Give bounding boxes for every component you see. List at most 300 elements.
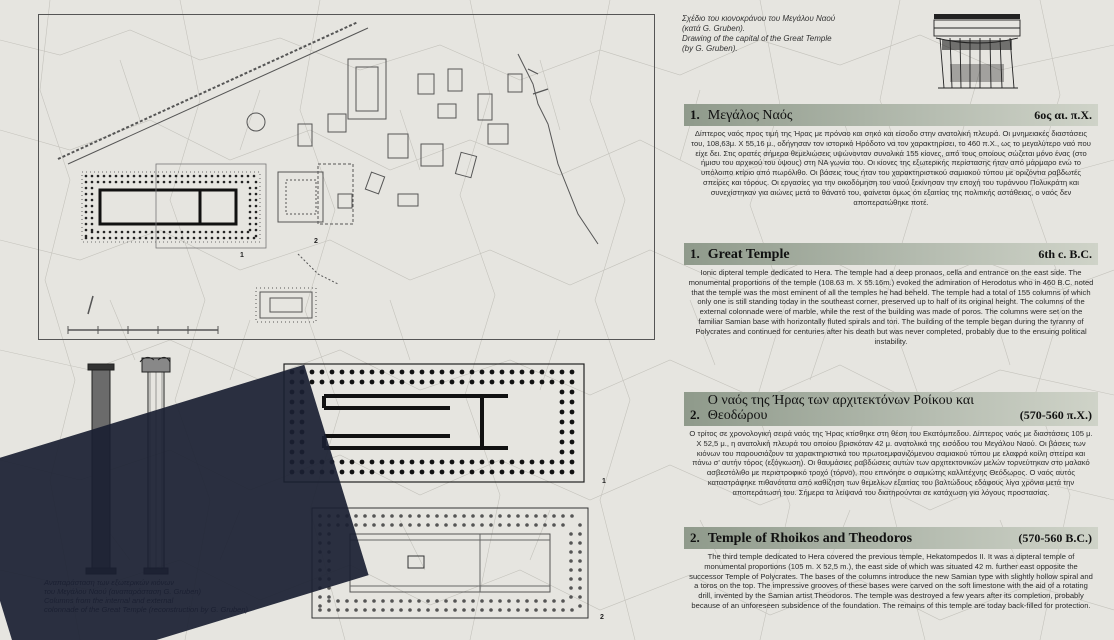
column-dot — [380, 370, 385, 375]
column-dot — [430, 370, 435, 375]
column-dot — [417, 523, 421, 527]
column-dot — [569, 577, 573, 581]
column-dot — [516, 523, 520, 527]
section-body: Ο τρίτος σε χρονολογική σειρά ναός της Ήρας κτίσθηκε στη θέση του Εκατόμπεδου. Δίπτερος ναός με διαστάσεις 105 μ. Χ 52,5 μ., η ανατολική πλευρά του οποίου βρισκόταν 42 μ. ανατολικά της εισόδου του Μεγάλου Ναού. Οι βάσεις των κιόνων του παρουσιάζουν τα χαρακτηριστικά του πρωτοεμφανιζόμενου σαμιακού τύπου με ελαφρά κοίλη σπείρα και πάνω σ' αυτήν τόρος (εξόγκωση). Οι θαυμάσιες ραβδώσεις αυτών των αρχιτεκτονικών μελών τορνεύτηκαν στο μαλακό ασβεστόλιθο με περιστροφικό τροχό (τόρνο), που επινόησε ο σαμιώτης καλλιτέχνης Θεόδωρος. Ο ναός αυτός καταστράφηκε πιθανότατα από καθίζηση των θεμελίων εξαιτίας του βαλτώδους εδάφους λίγα χρόνια μετά την αποπεράτωσή του. Σήμερα τα λείψανά του διατηρούνται σε κατάχωση για λόγους προστασίας. — [689, 429, 1093, 497]
column-dot — [444, 599, 448, 603]
column-dot — [570, 400, 575, 405]
column-dot — [360, 470, 365, 475]
column-dot — [249, 187, 252, 190]
column-dot — [400, 470, 405, 475]
column-dot — [121, 181, 124, 184]
column-dot — [97, 237, 100, 240]
column-dot — [550, 370, 555, 375]
column-dot — [193, 175, 196, 178]
column-dot — [471, 514, 475, 518]
column-dot — [199, 231, 202, 234]
column-dot — [330, 370, 335, 375]
column-dot — [540, 380, 545, 385]
column-dot — [247, 175, 250, 178]
column-dot — [550, 380, 555, 385]
column-dot — [350, 370, 355, 375]
column-dot — [390, 470, 395, 475]
column-dot — [534, 599, 538, 603]
column-dot — [510, 460, 515, 465]
column-dot — [399, 523, 403, 527]
column-dot — [489, 523, 493, 527]
column-dot — [345, 599, 349, 603]
column-dot — [249, 211, 252, 214]
column-dot — [530, 460, 535, 465]
column-dot — [157, 231, 160, 234]
column-dot — [157, 181, 160, 184]
column-dot — [229, 181, 232, 184]
column-dot — [109, 181, 112, 184]
column-dot — [480, 599, 484, 603]
column-dot — [318, 608, 322, 612]
column-dot — [420, 380, 425, 385]
column-dot — [151, 237, 154, 240]
column-dot — [569, 532, 573, 536]
column-dot — [540, 370, 545, 375]
column-dot — [525, 599, 529, 603]
column-dot — [552, 608, 556, 612]
column-dot — [372, 523, 376, 527]
column-dot — [560, 410, 565, 415]
column-dot — [139, 237, 142, 240]
column-dot — [151, 231, 154, 234]
column-dot — [510, 470, 515, 475]
column-dot — [253, 175, 256, 178]
column-dot — [85, 229, 88, 232]
column-dot — [399, 599, 403, 603]
column-dot — [498, 608, 502, 612]
column-dot — [370, 470, 375, 475]
column-dot — [561, 599, 565, 603]
section-great-temple-greek — [684, 104, 1098, 207]
column-dot — [460, 460, 465, 465]
column-dot — [578, 532, 582, 536]
column-dot — [217, 181, 220, 184]
column-dot — [336, 608, 340, 612]
column-dot — [453, 514, 457, 518]
column-dot — [85, 181, 88, 184]
column-dot — [408, 523, 412, 527]
column-dot — [516, 608, 520, 612]
column-dot — [127, 175, 130, 178]
section-number: 2. — [690, 530, 700, 545]
column-dot — [360, 460, 365, 465]
column-dot — [372, 514, 376, 518]
section-date: 6ος αι. π.Χ. — [1034, 107, 1092, 122]
column-dot — [163, 231, 166, 234]
column-dot — [181, 175, 184, 178]
column-dot — [249, 193, 252, 196]
capital-caption-en-1: Drawing of the capital of the Great Temple — [682, 34, 832, 43]
column-dot — [85, 217, 88, 220]
column-dot — [340, 470, 345, 475]
column-dot — [247, 231, 250, 234]
column-dot — [417, 608, 421, 612]
column-dot — [350, 470, 355, 475]
capital-caption-en-2: (by G. Gruben). — [682, 44, 738, 53]
column-dot — [350, 380, 355, 385]
column-dot — [223, 175, 226, 178]
column-dot — [534, 514, 538, 518]
column-dot — [163, 181, 166, 184]
column-dot — [560, 430, 565, 435]
column-dot — [320, 370, 325, 375]
column-dot — [320, 380, 325, 385]
column-dot — [498, 599, 502, 603]
column-dot — [115, 231, 118, 234]
column-dot — [530, 370, 535, 375]
column-dot — [336, 599, 340, 603]
column-dot — [151, 175, 154, 178]
column-dot — [420, 470, 425, 475]
column-dot — [560, 390, 565, 395]
column-dot — [97, 231, 100, 234]
column-dot — [133, 181, 136, 184]
column-dot — [440, 380, 445, 385]
column-dot — [235, 237, 238, 240]
section-title: Ο ναός της Ήρας των αρχιτεκτόνων Ροίκου και Θεοδώρου — [707, 393, 975, 423]
column-dot — [310, 370, 315, 375]
column-dot — [217, 231, 220, 234]
column-dot — [471, 523, 475, 527]
column-dot — [223, 231, 226, 234]
column-dot — [520, 370, 525, 375]
section-date: (570-560 π.Χ.) — [1019, 408, 1092, 422]
column-dot — [570, 420, 575, 425]
section-body: The third temple dedicated to Hera covered the previous temple, Hekatompedos II. It was a dipteral temple of monumental proportions (105 m. X 52,5 m.), the east side of which was situated 42 m. further east opposite the successor Temple of Polycrates. The bases of the columns introduce the new Samian type with slightly hollow spiral and a toros on the top. The impressive grooves of these bases were carved on the soft limestone with the aid of a rotating drill, invented by the Samian artist Theodoros. The temple was destroyed a few years after its completion, probably because of an unforeseen subsidence of the foundation. The remains of this temple are today back-filled for protection. — [689, 552, 1093, 610]
column-dot — [145, 181, 148, 184]
column-dot — [91, 193, 94, 196]
site-plan-drawing — [38, 14, 655, 340]
column-dot — [255, 193, 258, 196]
column-dot — [103, 175, 106, 178]
column-dot — [253, 237, 256, 240]
column-dot — [249, 205, 252, 208]
column-dot — [255, 187, 258, 190]
column-dot — [85, 223, 88, 226]
column-dot — [85, 205, 88, 208]
column-dot — [381, 514, 385, 518]
column-dot — [489, 514, 493, 518]
column-dot — [444, 514, 448, 518]
column-dot — [570, 390, 575, 395]
column-dot — [340, 370, 345, 375]
column-dot — [570, 460, 575, 465]
column-dot — [235, 175, 238, 178]
column-dot — [354, 608, 358, 612]
column-dot — [249, 217, 252, 220]
column-dot — [223, 181, 226, 184]
column-dot — [175, 231, 178, 234]
column-dot — [121, 175, 124, 178]
column-dot — [480, 470, 485, 475]
column-dot — [318, 595, 322, 599]
column-dot — [115, 237, 118, 240]
capital-caption-gr-1: Σχέδιο του κιονοκράνου του Μεγάλου Ναού — [682, 14, 836, 23]
column-dot — [540, 460, 545, 465]
site-plan-label-1: 1 — [240, 252, 244, 259]
column-dot — [525, 608, 529, 612]
column-dot — [169, 231, 172, 234]
capital-caption-gr-2: (κατά G. Gruben). — [682, 24, 746, 33]
column-dot — [489, 608, 493, 612]
column-dot — [444, 523, 448, 527]
column-dot — [569, 550, 573, 554]
column-dot — [217, 175, 220, 178]
column-dot — [552, 523, 556, 527]
column-dot — [430, 380, 435, 385]
column-dot — [480, 523, 484, 527]
column-dot — [500, 460, 505, 465]
column-dot — [426, 599, 430, 603]
column-dot — [400, 370, 405, 375]
column-dot — [444, 608, 448, 612]
column-dot — [570, 450, 575, 455]
column-dot — [578, 568, 582, 572]
column-dot — [255, 229, 258, 232]
column-dot — [570, 470, 575, 475]
section-rhoikos-temple-english — [684, 527, 1098, 611]
column-dot — [103, 237, 106, 240]
column-dot — [199, 175, 202, 178]
column-dot — [578, 595, 582, 599]
column-dot — [115, 181, 118, 184]
column-dot — [525, 514, 529, 518]
column-dot — [241, 181, 244, 184]
column-dot — [330, 380, 335, 385]
column-dot — [255, 217, 258, 220]
column-dot — [462, 514, 466, 518]
column-dot — [490, 380, 495, 385]
column-dot — [426, 523, 430, 527]
section-date: 6th c. B.C. — [1038, 246, 1092, 261]
column-dot — [507, 514, 511, 518]
column-dot — [417, 599, 421, 603]
column-dot — [470, 380, 475, 385]
column-dot — [569, 568, 573, 572]
column-dot — [145, 175, 148, 178]
column-dot — [543, 514, 547, 518]
column-dot — [569, 586, 573, 590]
column-dot — [507, 523, 511, 527]
section-body: Δίπτερος ναός προς τιμή της Ήρας με πρόναο και σηκό και είσοδο στην ανατολική πλευρά. Οι μνημειακές διαστάσεις του, 108,63μ. Χ 55,16 μ., οδήγησαν τον ιστορικό Ηρόδοτο να τον χαρακτηρίσει, το 460 π.Χ., ως το μεγαλύτερο ναό που είχε δει. Στις ορατές σήμερα θεμελιώσεις υψώνονταν συνολικά 155 κίονες, από τους οποίους σώζεται μόνο ένας (στο ήμισυ του αρχικού του ύψους) στη ΝΑ γωνία του. Οι κίονες της εξωτερικής περίστασης ήταν από μάρμαρο ενώ το υπόλοιπο κτίριο από πωρόλιθο. Οι βάσεις τους ήταν του χαρακτηριστικού σαμιακού τύπου με οριζόντια ραβδωτές σπείρες και τόρους. Οι εργασίες για την οικοδόμηση του ναού ξεκίνησαν την εποχή του τυράννου Πολυκράτη και συνεχίστηκαν για αιώνες μετά το θάνατό του, φαίνεται όμως ότι εξαιτίας της πολιτικής αστάθειας, ο ναός δεν αποπερατώθηκε ποτέ. — [691, 129, 1091, 207]
column-dot — [85, 187, 88, 190]
column-dot — [181, 237, 184, 240]
column-dot — [570, 370, 575, 375]
column-dot — [510, 370, 515, 375]
column-dot — [381, 599, 385, 603]
section-date: (570-560 B.C.) — [1018, 530, 1092, 545]
column-dot — [255, 181, 258, 184]
column-dot — [175, 237, 178, 240]
column-dot — [453, 599, 457, 603]
column-dot — [139, 231, 142, 234]
section-header — [684, 392, 1098, 426]
column-dot — [91, 199, 94, 202]
column-dot — [163, 175, 166, 178]
section-body: Ionic dipteral temple dedicated to Hera. The temple had a deep pronaos, cella and entrance on the east side. The monumental proportions of the temple (108.63 m. X 55.16m.) evoked the admiration of Herodotus who in 460 B.C. noted that the temple was the most eminent of all the temples he had beheld. The temple had a total of 155 columns of which only one is still standing today in the southeast corner, preserved up to half of its original height. The columns of the external colonnade were of marble, while the rest of the building was made of poros. The columns were set on the familiar Samian base with horizontally fluted spirals and tori. The building of the temple began during the tyranny of Polycrates and continued for centuries after his death but was never completed, probably due to the ensuing political instability. — [688, 268, 1094, 346]
column-dot — [354, 514, 358, 518]
column-dot — [450, 370, 455, 375]
column-dot — [169, 175, 172, 178]
section-great-temple-english — [684, 243, 1098, 346]
column-dot — [211, 237, 214, 240]
column-dot — [534, 523, 538, 527]
column-dot — [354, 599, 358, 603]
column-dot — [381, 608, 385, 612]
column-dot — [408, 608, 412, 612]
column-dot — [470, 470, 475, 475]
column-dot — [399, 514, 403, 518]
column-dot — [241, 237, 244, 240]
column-dot — [249, 229, 252, 232]
column-dot — [500, 380, 505, 385]
column-dot — [578, 523, 582, 527]
column-dot — [360, 370, 365, 375]
column-dot — [193, 231, 196, 234]
column-dot — [370, 460, 375, 465]
column-dot — [560, 440, 565, 445]
column-dot — [91, 217, 94, 220]
column-dot — [145, 231, 148, 234]
column-dot — [229, 237, 232, 240]
column-dot — [249, 223, 252, 226]
column-dot — [570, 608, 574, 612]
column-dot — [552, 514, 556, 518]
column-dot — [91, 223, 94, 226]
column-dot — [157, 175, 160, 178]
column-dot — [247, 237, 250, 240]
column-dot — [520, 380, 525, 385]
column-dot — [400, 380, 405, 385]
column-dot — [249, 199, 252, 202]
column-dot — [420, 370, 425, 375]
column-dot — [578, 604, 582, 608]
column-dot — [561, 608, 565, 612]
column-dot — [255, 205, 258, 208]
capital-caption — [682, 14, 912, 54]
column-dot — [109, 175, 112, 178]
column-dot — [435, 608, 439, 612]
column-dot — [109, 231, 112, 234]
column-dot — [453, 608, 457, 612]
column-dot — [530, 380, 535, 385]
column-dot — [175, 175, 178, 178]
column-dot — [569, 559, 573, 563]
column-dot — [97, 181, 100, 184]
column-dot — [381, 523, 385, 527]
column-dot — [435, 514, 439, 518]
column-dot — [372, 608, 376, 612]
column-dot — [507, 599, 511, 603]
column-dot — [435, 599, 439, 603]
column-dot — [570, 380, 575, 385]
column-dot — [85, 193, 88, 196]
column-dot — [453, 523, 457, 527]
column-dot — [91, 229, 94, 232]
section-number: 2. — [690, 407, 700, 422]
column-dot — [530, 470, 535, 475]
column-dot — [85, 175, 88, 178]
section-header — [684, 527, 1098, 549]
column-dot — [516, 599, 520, 603]
column-dot — [163, 237, 166, 240]
column-dot — [460, 470, 465, 475]
column-dot — [211, 181, 214, 184]
column-dot — [560, 460, 565, 465]
column-dot — [470, 370, 475, 375]
column-dot — [390, 523, 394, 527]
column-dot — [408, 599, 412, 603]
column-dot — [560, 370, 565, 375]
column-dot — [340, 460, 345, 465]
column-dot — [363, 523, 367, 527]
column-dot — [489, 599, 493, 603]
column-dot — [426, 608, 430, 612]
column-dot — [480, 460, 485, 465]
column-dot — [399, 608, 403, 612]
column-dot — [390, 599, 394, 603]
column-dot — [552, 599, 556, 603]
column-dot — [460, 380, 465, 385]
great-temple-plan-label: 1 — [602, 478, 606, 485]
column-dot — [327, 595, 331, 599]
column-dot — [540, 470, 545, 475]
column-dot — [498, 523, 502, 527]
column-dot — [490, 370, 495, 375]
column-dot — [516, 514, 520, 518]
column-dot — [103, 231, 106, 234]
column-dot — [440, 370, 445, 375]
column-dot — [345, 608, 349, 612]
column-dot — [561, 523, 565, 527]
column-dot — [543, 523, 547, 527]
column-dot — [426, 514, 430, 518]
column-dot — [420, 460, 425, 465]
column-dot — [211, 231, 214, 234]
capital-drawing — [930, 8, 1026, 94]
column-dot — [235, 181, 238, 184]
column-dot — [570, 514, 574, 518]
column-dot — [127, 231, 130, 234]
column-dot — [363, 514, 367, 518]
column-dot — [255, 235, 258, 238]
column-dot — [480, 608, 484, 612]
column-dot — [181, 181, 184, 184]
column-dot — [400, 460, 405, 465]
column-dot — [570, 440, 575, 445]
column-dot — [543, 599, 547, 603]
column-dot — [354, 523, 358, 527]
column-dot — [318, 604, 322, 608]
column-dot — [241, 175, 244, 178]
column-dot — [360, 380, 365, 385]
column-dot — [85, 211, 88, 214]
column-dot — [462, 608, 466, 612]
column-dot — [560, 420, 565, 425]
column-dot — [241, 231, 244, 234]
column-dot — [520, 470, 525, 475]
column-dot — [85, 235, 88, 238]
column-dot — [91, 237, 94, 240]
column-dot — [229, 175, 232, 178]
column-dot — [85, 199, 88, 202]
section-rhoikos-temple-greek — [684, 392, 1098, 498]
